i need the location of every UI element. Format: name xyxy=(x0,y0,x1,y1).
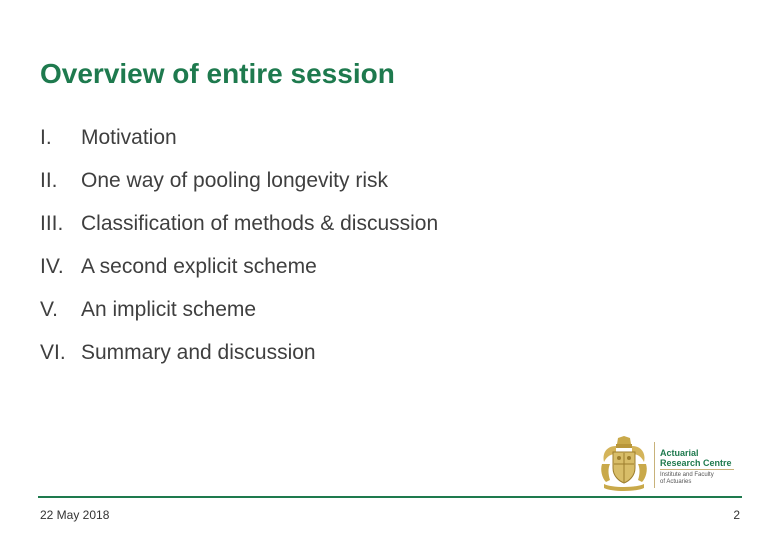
agenda-text: Classification of methods & discussion xyxy=(81,212,439,235)
agenda-text: Summary and discussion xyxy=(81,341,316,364)
slide-title: Overview of entire session xyxy=(40,58,395,89)
agenda-text: Motivation xyxy=(81,126,177,149)
logo-title xyxy=(660,448,732,468)
agenda-text: One way of pooling longevity risk xyxy=(81,169,388,192)
agenda-numeral: VI. xyxy=(40,341,66,364)
logo-title-line: Research Centre xyxy=(660,458,732,468)
logo-divider xyxy=(654,442,655,488)
agenda-numeral: IV. xyxy=(40,255,64,278)
agenda-numeral: II. xyxy=(40,169,58,192)
page-number: 2 xyxy=(733,508,740,522)
agenda-numeral: I. xyxy=(40,126,52,149)
agenda-text: A second explicit scheme xyxy=(81,255,317,278)
coat-of-arms-crest-icon xyxy=(598,436,650,492)
logo-title-line: Actuarial xyxy=(660,448,699,458)
logo-subtitle-line: Institute and Faculty xyxy=(660,472,714,478)
agenda-text: An implicit scheme xyxy=(81,298,257,321)
logo-subtitle-line: of Actuaries xyxy=(660,479,692,485)
agenda-numeral: III. xyxy=(40,212,64,235)
logo-rule xyxy=(660,469,734,470)
footer-date: 22 May 2018 xyxy=(40,508,110,522)
footer-divider xyxy=(38,496,742,498)
logo-subtitle xyxy=(660,472,714,486)
actuarial-research-centre-logo xyxy=(598,436,738,494)
agenda-numeral: V. xyxy=(40,298,58,321)
